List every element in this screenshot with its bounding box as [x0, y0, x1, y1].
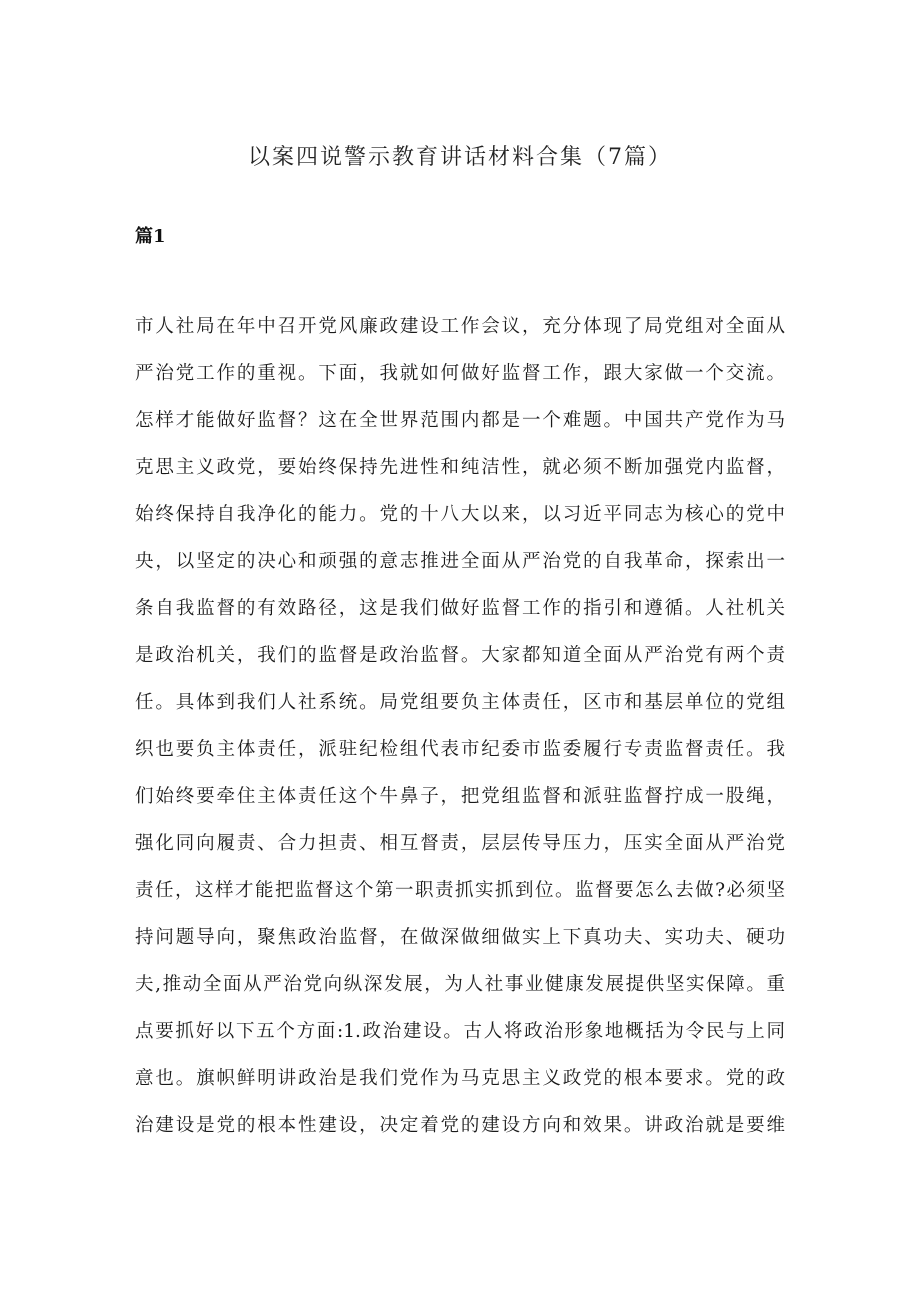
paragraph-line: 怎样才能做好监督？这在全世界范围内都是一个难题。中国共产党作为马 [135, 410, 785, 431]
paragraph-line: 市人社局在年中召开党风廉政建设工作会议，充分体现了局党组对全面从 [135, 316, 785, 337]
paragraph-line: 严治党工作的重视。下面，我就如何做好监督工作，跟大家做一个交流。 [135, 363, 785, 384]
paragraph-line: 点要抓好以下五个方面:1.政治建设。古人将政治形象地概括为令民与上同 [135, 1021, 785, 1042]
paragraph-line: 们始终要牵住主体责任这个牛鼻子，把党组监督和派驻监督拧成一股绳， [135, 786, 785, 807]
section-heading: 篇1 [135, 226, 166, 247]
paragraph-line: 织也要负主体责任，派驻纪检组代表市纪委市监委履行专责监督责任。我 [135, 739, 785, 760]
paragraph-line: 治建设是党的根本性建设，决定着党的建设方向和效果。讲政治就是要维 [135, 1115, 785, 1136]
paragraph-line: 持问题导向，聚焦政治监督，在做深做细做实上下真功夫、实功夫、硬功 [135, 927, 785, 948]
body-paragraph [135, 310, 785, 1156]
paragraph-line: 责任，这样才能把监督这个第一职责抓实抓到位。监督要怎么去做?必须坚 [135, 880, 785, 901]
paragraph-line: 央，以坚定的决心和顽强的意志推进全面从严治党的自我革命，探索出一 [135, 551, 785, 572]
paragraph-line: 始终保持自我净化的能力。党的十八大以来，以习近平同志为核心的党中 [135, 504, 785, 525]
paragraph-line: 是政治机关，我们的监督是政治监督。大家都知道全面从严治党有两个责 [135, 645, 785, 666]
paragraph-line: 克思主义政党，要始终保持先进性和纯洁性，就必须不断加强党内监督， [135, 457, 785, 478]
paragraph-line: 任。具体到我们人社系统。局党组要负主体责任，区市和基层单位的党组 [135, 692, 785, 713]
paragraph-line: 意也。旗帜鲜明讲政治是我们党作为马克思主义政党的根本要求。党的政 [135, 1068, 785, 1089]
paragraph-line: 强化同向履责、合力担责、相互督责，层层传导压力，压实全面从严治党 [135, 833, 785, 854]
paragraph-line: 条自我监督的有效路径，这是我们做好监督工作的指引和遵循。人社机关 [135, 598, 785, 619]
paragraph-line: 夫,推动全面从严治党向纵深发展，为人社事业健康发展提供坚实保障。重 [135, 974, 785, 995]
document-title: 以案四说警示教育讲话材料合集（7篇） [248, 145, 672, 170]
